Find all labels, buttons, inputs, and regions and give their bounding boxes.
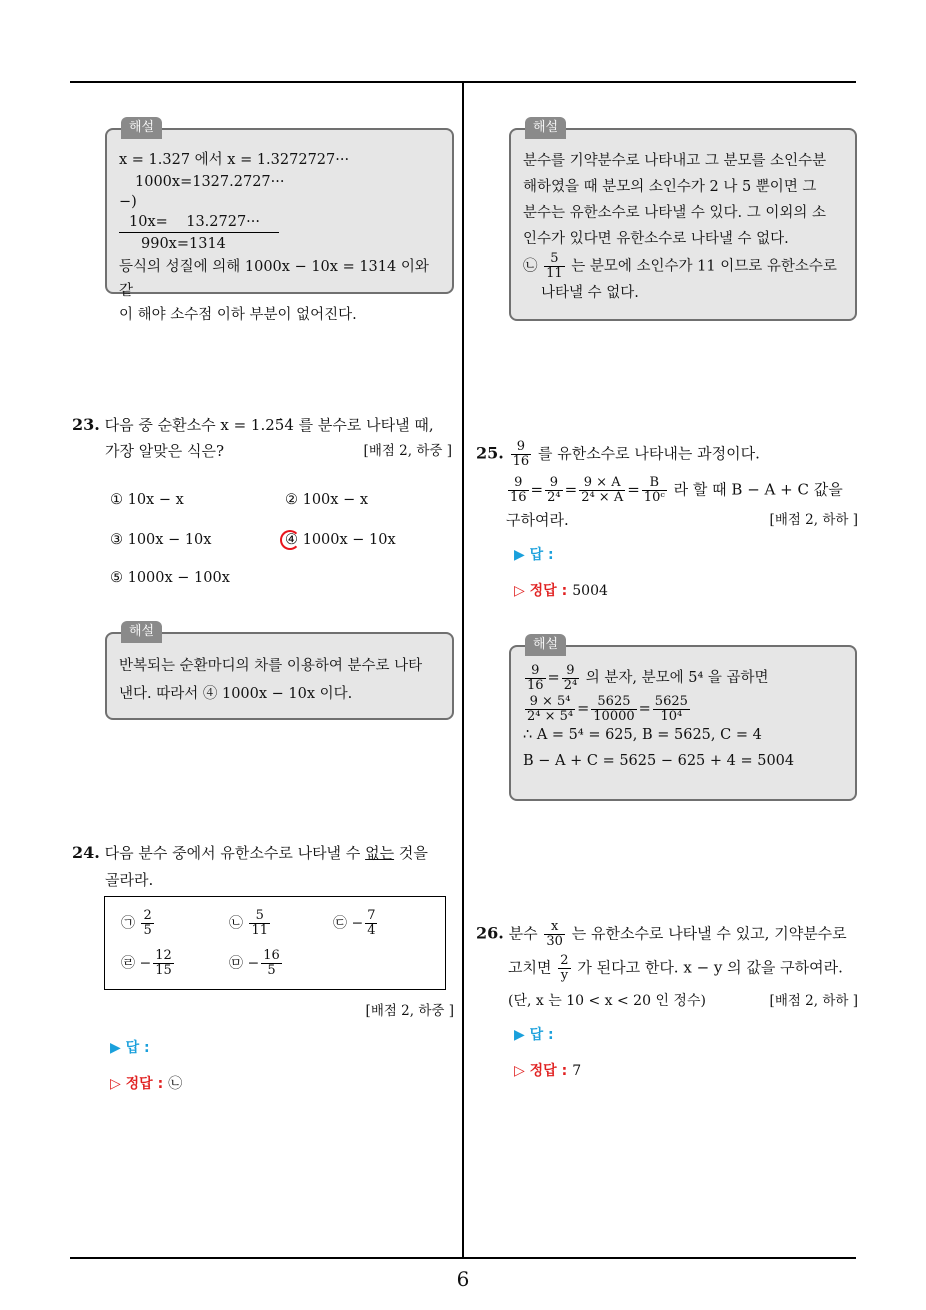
question-25 bbox=[476, 440, 861, 469]
solution-row bbox=[110, 1073, 182, 1093]
solution-line: 990x=1314 bbox=[141, 236, 226, 252]
solution-label: ▷ 정답 : bbox=[110, 1076, 164, 1092]
minus-operator: −) bbox=[119, 194, 137, 210]
question-text: 골라라. bbox=[105, 871, 154, 889]
question-condition: (단, x 는 10 < x < 20 인 정수) bbox=[508, 993, 706, 1009]
solution-line: 분수를 기약분수로 나타내고 그 분모를 소인수분 bbox=[523, 153, 827, 169]
choice-4[interactable]: ④ 1000x − 10x bbox=[285, 532, 396, 548]
fraction: $\frac{9}{\text{2⁴}}$ bbox=[563, 662, 578, 693]
question-number: 25. bbox=[476, 443, 504, 463]
option-mark: ㉡ bbox=[523, 258, 538, 275]
question-text: 가 된다고 한다. x − y 의 값을 구하여라. bbox=[577, 958, 843, 977]
solution-line: x = 1.327 에서 x = 1.3272727··· bbox=[119, 152, 350, 168]
question-number: 23. bbox=[72, 415, 100, 434]
answer-label[interactable]: ▶ 답 : bbox=[514, 1027, 554, 1043]
solution-tag: 해설 bbox=[525, 634, 566, 656]
question-text: 는 유한소수로 나타낼 수 있고, 기약분수로 bbox=[571, 924, 847, 943]
solution-line: $\frac{\text{9 × 5⁴}}{\text{2⁴ × 5⁴}}$ = $\frac{5625}{10000}$ = $\frac{5625}{\text{10⁴}}$ bbox=[527, 693, 688, 724]
question-text: 다음 중 순환소수 x = 1.25̇4̇ 를 분수로 나타낼 때, bbox=[104, 416, 434, 434]
solution-tag: 해설 bbox=[525, 117, 566, 139]
option-c[interactable]: ㉢ − $\frac{7}{4}$ bbox=[333, 908, 376, 938]
question-text: 분수 bbox=[508, 924, 538, 943]
fraction: $\frac{x}{30}$ bbox=[546, 919, 563, 949]
question-score: [배점 2, 하중 ] bbox=[363, 443, 452, 459]
fraction: $\frac{9}{16}$ bbox=[510, 475, 527, 505]
solution-box-22 bbox=[105, 120, 454, 323]
choice-2[interactable]: ② 100x − x bbox=[285, 492, 369, 508]
solution-label: ▷ 정답 : bbox=[514, 1063, 568, 1079]
fraction: $\frac{B}{\text{10ᶜ}}$ bbox=[643, 475, 665, 505]
question-number: 24. bbox=[72, 843, 100, 862]
fraction: $\frac{\text{9 × 5⁴}}{\text{2⁴ × 5⁴}}$ bbox=[527, 693, 574, 724]
fraction: $\frac{16}{5}$ bbox=[263, 948, 280, 978]
question-score: [배점 2, 하하 ] bbox=[769, 993, 858, 1009]
fraction: $\frac{12}{15}$ bbox=[155, 948, 172, 978]
fraction: $\frac{9}{16}$ bbox=[527, 662, 544, 693]
fraction: $\frac{2}{y}$ bbox=[560, 953, 569, 983]
question-text: 다음 분수 중에서 유한소수로 나타낼 수 bbox=[104, 844, 366, 862]
solution-line: ∴ A = 5⁴ = 625, B = 5625, C = 4 bbox=[523, 727, 762, 743]
solution-text: 의 분자, 분모에 5⁴ 을 곱하면 bbox=[585, 670, 769, 686]
solution-label: ▷ 정답 : bbox=[514, 583, 568, 599]
choice-5[interactable]: ⑤ 1000x − 100x bbox=[110, 570, 230, 586]
fraction: $\frac{5}{11}$ bbox=[251, 908, 268, 938]
question-24 bbox=[72, 840, 457, 866]
fraction: $\frac{9 \times A}{\text{2⁴ × A}}$ bbox=[581, 475, 624, 505]
solution-line: 10x= 13.2727··· bbox=[129, 214, 261, 230]
solution-row bbox=[514, 580, 608, 600]
fraction: $\frac{9}{16}$ bbox=[512, 439, 530, 469]
solution-text: 는 분모에 소인수가 11 이므로 유한소수로 bbox=[571, 258, 837, 275]
option-e[interactable]: ㉤ − $\frac{16}{5}$ bbox=[229, 948, 280, 978]
fraction: $\frac{5625}{\text{10⁴}}$ bbox=[654, 693, 688, 724]
solution-line: 나타낼 수 없다. bbox=[541, 285, 639, 301]
question-score: [배점 2, 하중 ] bbox=[365, 1003, 454, 1019]
choice-3[interactable]: ③ 100x − 10x bbox=[110, 532, 212, 548]
solution-line: B − A + C = 5625 − 625 + 4 = 5004 bbox=[523, 753, 795, 769]
options-box bbox=[104, 896, 446, 990]
solution-value: ㉡ bbox=[168, 1076, 183, 1092]
solution-value: 5004 bbox=[572, 583, 608, 599]
fraction: $\frac{5}{11}$ bbox=[546, 251, 563, 281]
solution-box-25 bbox=[509, 637, 857, 801]
solution-tag: 해설 bbox=[121, 117, 162, 139]
solution-line: 반복되는 순환마디의 차를 이용하여 분수로 나타 bbox=[119, 658, 423, 674]
bottom-rule bbox=[70, 1257, 856, 1259]
question-text: 라 할 때 B − A + C 값을 bbox=[673, 480, 843, 499]
fraction: $\frac{2}{5}$ bbox=[143, 908, 152, 938]
solution-line bbox=[119, 192, 279, 233]
question-26 bbox=[476, 920, 861, 949]
fraction: $\frac{5625}{10000}$ bbox=[593, 693, 635, 724]
solution-tag: 해설 bbox=[121, 621, 162, 643]
question-number: 26. bbox=[476, 923, 504, 943]
question-text: 가장 알맞은 식은? bbox=[105, 442, 225, 460]
question-text: 것을 bbox=[394, 844, 428, 862]
solution-line: 낸다. 따라서 ④ 1000x − 10x 이다. bbox=[119, 686, 353, 702]
answer-label[interactable]: ▶ 답 : bbox=[110, 1040, 150, 1056]
solution-line: 인수가 있다면 유한소수로 나타낼 수 없다. bbox=[523, 231, 789, 247]
answer-label[interactable]: ▶ 답 : bbox=[514, 547, 554, 563]
option-b[interactable]: ㉡ $\frac{5}{11}$ bbox=[229, 908, 268, 938]
question-text: 를 유한소수로 나타내는 과정이다. bbox=[537, 444, 760, 463]
page-number: 6 bbox=[456, 1267, 470, 1291]
fraction: $\frac{9}{\text{2⁴}}$ bbox=[547, 475, 561, 505]
solution-line: 등식의 성질에 의해 1000x − 10x = 1314 이와 같 bbox=[119, 259, 429, 299]
fraction: $\frac{7}{4}$ bbox=[367, 908, 376, 938]
option-d[interactable]: ㉣ − $\frac{12}{15}$ bbox=[121, 948, 172, 978]
question-line bbox=[508, 954, 864, 983]
solution-value: 7 bbox=[572, 1063, 582, 1079]
solution-line: 해하였을 때 분모의 소인수가 2 나 5 뿐이면 그 bbox=[523, 179, 817, 195]
solution-line: 이 해야 소수점 이하 부분이 없어진다. bbox=[119, 307, 357, 323]
option-a[interactable]: ㉠ $\frac{2}{5}$ bbox=[121, 908, 152, 938]
solution-box-prev bbox=[509, 120, 857, 321]
solution-box-23 bbox=[105, 624, 454, 720]
column-divider bbox=[462, 82, 464, 1259]
choice-1[interactable]: ① 10x − x bbox=[110, 492, 184, 508]
solution-line: $\frac{9}{16}$ = $\frac{9}{\text{2⁴}}$ 의 분자, 분모에 5⁴ 을 곱하면 bbox=[527, 662, 769, 693]
solution-line: 분수는 유한소수로 나타낼 수 있다. 그 이외의 소 bbox=[523, 205, 827, 221]
question-score: [배점 2, 하하 ] bbox=[769, 512, 858, 528]
question-emphasis: 없는 bbox=[365, 844, 395, 862]
question-equation: $\frac{9}{16}$ = $\frac{9}{\text{2⁴}}$ = $\frac{9 \times A}{\text{2⁴ × A}}$ = $\frac{B}{\text{10ᶜ}}$ 라 할 때 B − A + C 값을 bbox=[510, 475, 843, 505]
solution-line: 1000x=1327.2727··· bbox=[135, 174, 285, 190]
question-text: 고치면 bbox=[508, 958, 552, 977]
solution-line bbox=[523, 252, 843, 281]
solution-row bbox=[514, 1060, 581, 1080]
question-23 bbox=[72, 412, 452, 438]
question-text: 구하여라. bbox=[506, 511, 569, 529]
